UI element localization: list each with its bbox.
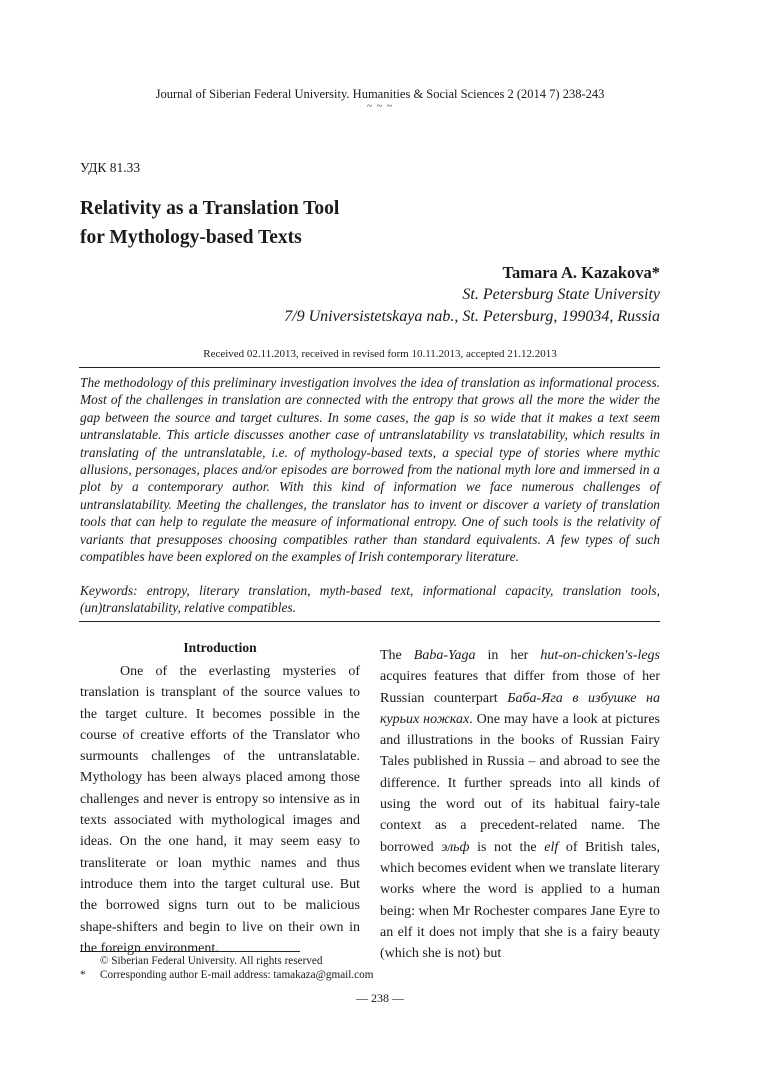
abstract-bottom-rule <box>79 621 660 622</box>
term-baba-yaga: Baba-Yaga <box>413 648 476 663</box>
body-left-column: One of the everlasting mysteries of translation is transplant of the source values to the target culture. It becomes possible in the course of creative efforts of the Translator who surmounts challenges of the untranslatable. Mythology has been always placed among those challenges and never is entropy so intensive as in texts associated with mythological images and ideas. On the one hand, it may seem easy to transliterate or loan mythic names and thus introduce them into the target cultural use. But the borrowed signs turn out to be malicious shape-shifters and begin to live on their own in the foreign environment. <box>80 664 360 956</box>
section-heading-introduction: Introduction <box>183 640 257 655</box>
header-ornament: ~ ~ ~ <box>366 101 394 112</box>
text-run: The <box>380 648 414 663</box>
author-affiliation: St. Petersburg State University <box>462 286 660 303</box>
abstract-top-rule <box>79 367 660 368</box>
footnote-marker: * <box>80 969 86 981</box>
footnote-rule <box>80 951 300 952</box>
title-line-2: for Mythology-based Texts <box>80 227 302 248</box>
author-name: Tamara A. Kazakova* <box>502 263 660 282</box>
text-run: is not the <box>469 839 545 855</box>
received-dates: Received 02.11.2013, received in revised form 10.11.2013, accepted 21.12.2013 <box>203 348 557 360</box>
copyright-text: © Siberian Federal University. All rights reserved <box>100 955 323 967</box>
author-address: 7/9 Universistetskaya nab., St. Petersburg, 199034, Russia <box>284 308 660 325</box>
text-run: . One may have a look at pictures and illustrations in the books of Russian Fairy Tales published in Russia – and abroad to see the difference. It further spreads into all kinds of using the word out of its habitual fairy-tale context as a precedent-related name. The borrowed <box>380 711 660 855</box>
term-elf-english: elf <box>544 839 559 855</box>
keywords: Keywords: entropy, literary translation, myth-based text, informational capacity, translation tools, (un)translatability, relative compatibles. <box>80 583 660 616</box>
title-line-1: Relativity as a Translation Tool <box>80 198 340 219</box>
author-block <box>284 262 660 328</box>
term-elf-russian: эльф <box>441 839 470 855</box>
abstract: The methodology of this preliminary investigation involves the idea of translation as informational process. Most of the challenges in translation are connected with the entropy that grows all the more the wider the gap between the source and target cultures. In some cases, the gap is so wide that it makes a text seem untranslatable. This article discusses another case of untranslatability vs translatability, which results in translating of the untranslatable, i.e. of mythology-based texts, a special type of stories where mythic allusions, personages, places and/or episodes are borrowed from the national myth lore and immersed in a plot by a contemporary author. With this kind of information we face numerous challenges of untranslatability. Meeting the challenges, the translator has to invent or discover a variety of translation tools that can help to regulate the measure of informational entropy. One of such tools is the relativity of variants that presupposes choosing compatibles rather than standard equivalents. A few types of such compatibles have been explored on the examples of Irish contemporary literature. <box>80 375 660 565</box>
udk-code: УДК 81.33 <box>80 160 141 175</box>
body-right-column <box>380 645 660 964</box>
term-russian: Баба-Яга в избушке на курьих ножках <box>380 690 660 727</box>
text-run: in her <box>475 648 541 663</box>
corresponding-footnote <box>80 969 373 981</box>
page-number: — 238 — <box>356 991 404 1005</box>
text-run: of British tales, which becomes evident when we translate literary works where the word is applied to a human being: when Mr Rochester compares Jane Eyre to an elf it does not imply that she is a fairy beauty (which she is not) but <box>380 839 660 962</box>
term-hut: hut-on-chicken's-legs <box>540 648 660 663</box>
corresponding-email: Corresponding author E-mail address: tamakaza@gmail.com <box>100 969 374 981</box>
text-run: acquires features that differ from those of her Russian counterpart <box>380 669 660 706</box>
copyright-footnote <box>80 955 322 967</box>
journal-header: Journal of Siberian Federal University. Humanities & Social Sciences 2 (2014 7) 238-243 <box>155 87 605 101</box>
article-title <box>80 194 339 252</box>
